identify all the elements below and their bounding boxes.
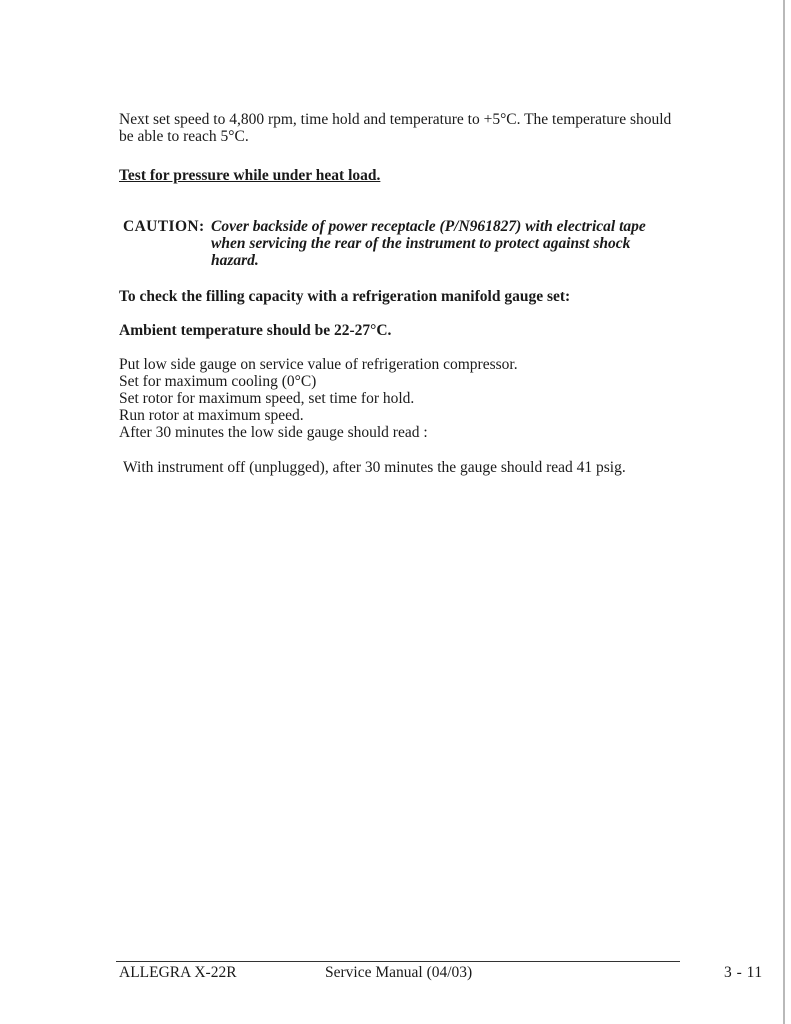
steps-list [119,356,518,441]
test-heading: Test for pressure while under heat load. [119,167,381,184]
ambient-heading: Ambient temperature should be 22-27°C. [119,322,392,339]
step-line: Set rotor for maximum speed, set time for hold. [119,390,415,407]
page-edge-line [783,0,785,1024]
caution-label: CAUTION: [123,218,205,235]
check-heading: To check the filling capacity with a refrigeration manifold gauge set: [119,288,571,305]
footer-model: ALLEGRA X-22R [119,964,237,981]
caution-text: Cover backside of power receptacle (P/N961827) with electrical tape when servicing the rear of the instrument to protect against shock hazard. [211,218,646,269]
step-line: After 30 minutes the low side gauge should read : [119,424,428,441]
step-line: Set for maximum cooling (0°C) [119,373,317,390]
speed-paragraph: Next set speed to 4,800 rpm, time hold and temperature to +5°C. The temperature should be able to reach 5°C. [119,111,672,145]
page-number: 3 - 11 [724,964,763,981]
footer-manual-title: Service Manual (04/03) [325,964,473,981]
step-line: Run rotor at maximum speed. [119,407,304,424]
off-note: With instrument off (unplugged), after 30 minutes the gauge should read 41 psig. [123,459,626,476]
footer-rule [116,961,680,962]
step-line: Put low side gauge on service value of refrigeration compressor. [119,356,518,373]
